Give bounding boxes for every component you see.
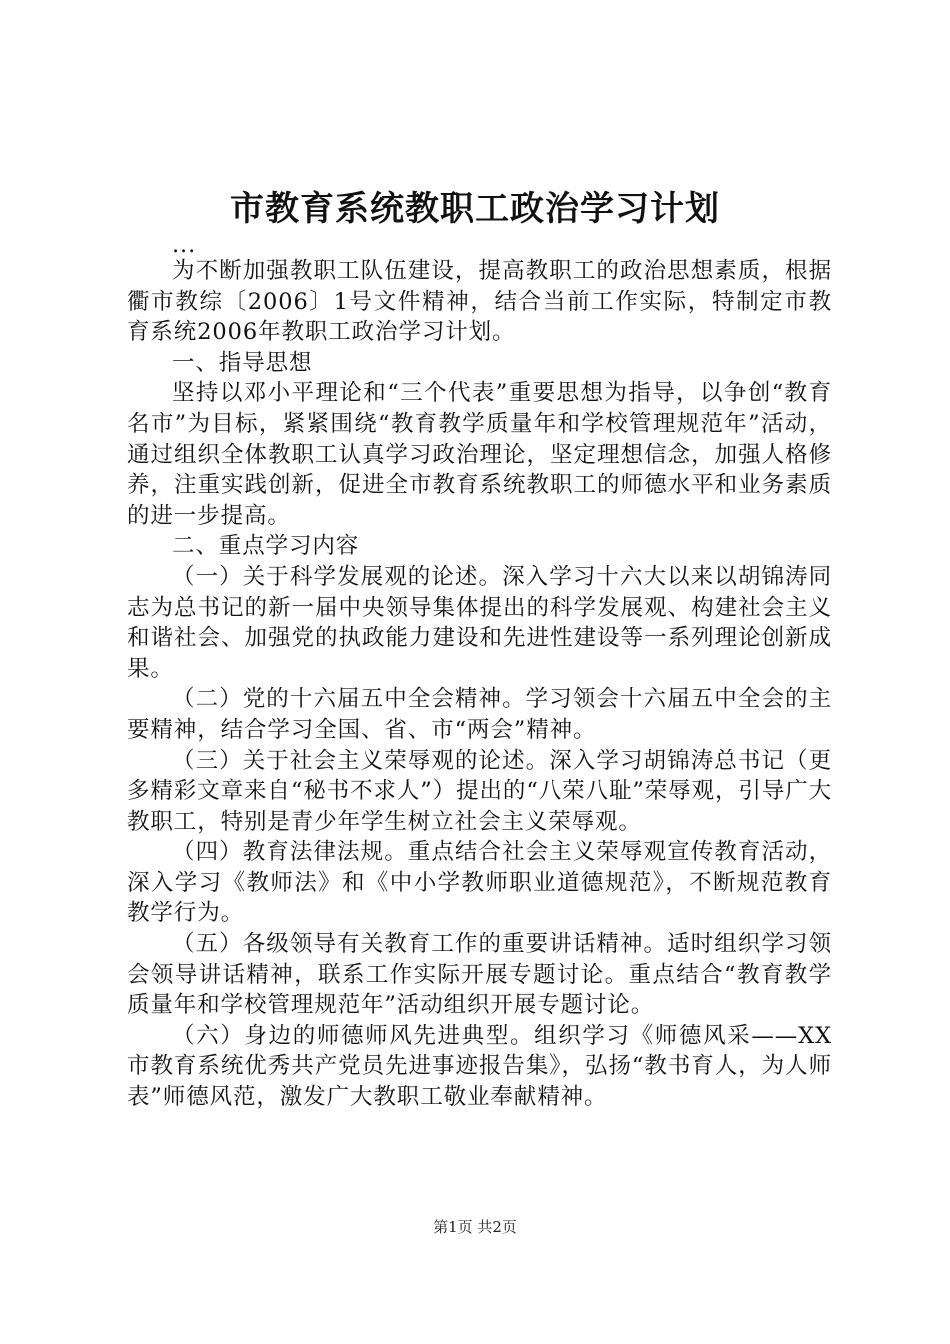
study-item-1: （一）关于科学发展观的论述。深入学习十六大以来以胡锦涛同志为总书记的新一届中央领导集体提出的科学发展观、构建社会主义和谐社会、加强党的执政能力建设和先进性建设等一系列理论创新成果。 [127, 563, 832, 682]
study-item-5: （五）各级领导有关教育工作的重要讲话精神。适时组织学习领会领导讲话精神，联系工作实际开展专题讨论。重点结合“教育教学质量年和学校管理规范年”活动组织开展专题讨论。 [127, 931, 832, 1019]
page-number-footer: 第1页 共2页 [433, 1218, 517, 1236]
study-item-2: （二）党的十六届五中全会精神。学习领会十六届五中全会的主要精神，结合学习全国、省、市“两会”精神。 [127, 686, 832, 743]
section-heading-guiding-thought: 一、指导思想 [172, 349, 313, 376]
study-item-6: （六）身边的师德师风先进典型。组织学习《师德风采——XX市教育系统优秀共产党员先进事迹报告集》，弘扬“教书育人，为人师表”师德风范，激发广大教职工敬业奉献精神。 [127, 1022, 832, 1111]
document-body [127, 234, 832, 1113]
intro-paragraph: 为不断加强教职工队伍建设，提高教职工的政治思想素质，根据衢市教综〔2006〕1号文件精神，结合当前工作实际，特制定市教育系统2006年教职工政治学习计划。 [127, 258, 832, 346]
ellipsis-line: ... [172, 232, 197, 258]
study-item-3: （三）关于社会主义荣辱观的论述。深入学习胡锦涛总书记（更多精彩文章来自“秘书不求人”）提出的“八荣八耻”荣辱观，引导广大教职工，特别是青少年学生树立社会主义荣辱观。 [127, 747, 832, 835]
study-item-4: （四）教育法律法规。重点结合社会主义荣辱观宣传教育活动，深入学习《教师法》和《中小学教师职业道德规范》，不断规范教育教学行为。 [127, 839, 832, 927]
document-title: 市教育系统教职工政治学习计划 [230, 189, 720, 229]
guiding-thought-paragraph: 坚持以邓小平理论和“三个代表”重要思想为指导，以争创“教育名市”为目标，紧紧围绕“教育教学质量年和学校管理规范年”活动，通过组织全体教职工认真学习政治理论，坚定理想信念，加强人格修养，注重实践创新，促进全市教育系统教职工的师德水平和业务素质的进一步提高。 [127, 380, 832, 529]
section-heading-study-content: 二、重点学习内容 [172, 533, 360, 560]
